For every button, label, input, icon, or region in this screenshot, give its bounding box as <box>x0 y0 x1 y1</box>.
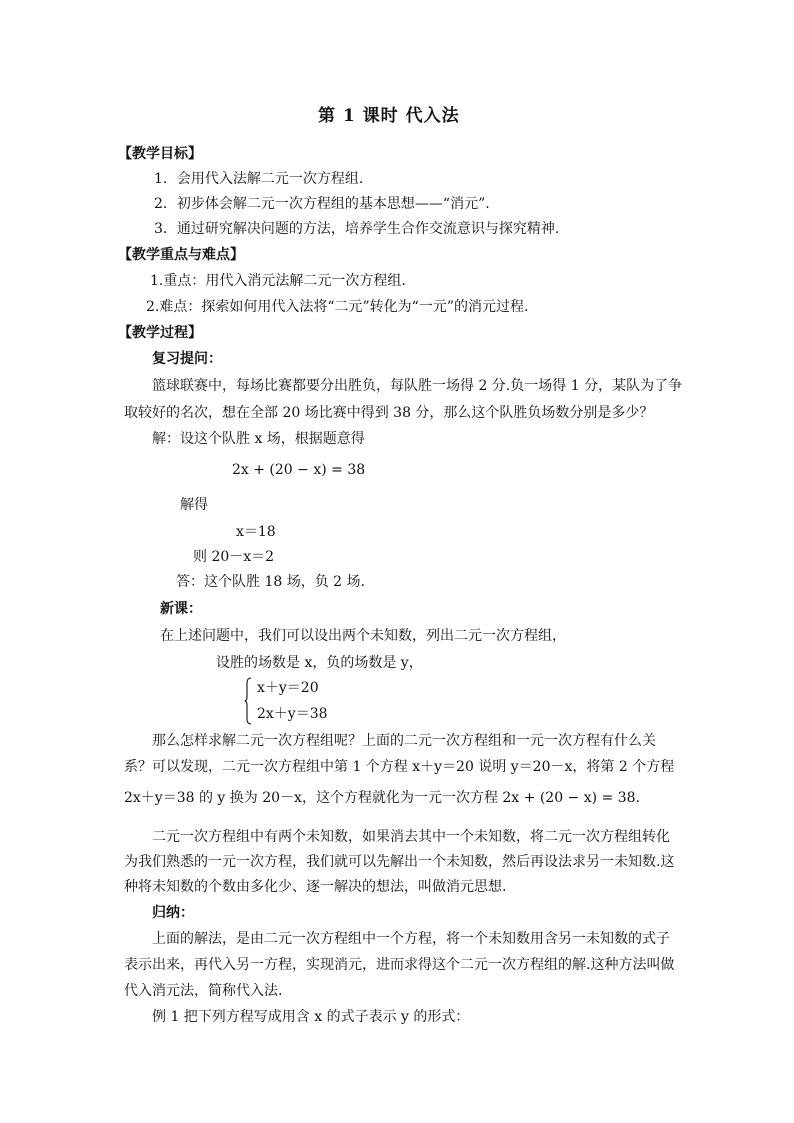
summary-line-2: 表示出来，再代入另一方程，实现消元，进而求得这个二元一次方程组的解.这种方法叫做 <box>124 957 675 973</box>
new-lesson-label: 新课： <box>160 601 202 617</box>
summary-line-1: 上面的解法，是由二元一次方程组中一个方程，将一个未知数用含另一未知数的式子 <box>152 931 670 947</box>
heading-process: 【教学过程】 <box>118 325 202 341</box>
system-equation-2: 2x＋y＝38 <box>257 706 328 722</box>
focus-item-2: 2.难点：探索如何用代入法将“二元”转化为“一元”的消元过程. <box>146 299 529 315</box>
system-equation-1: x＋y＝20 <box>257 680 319 696</box>
example-1: 例 1 把下列方程写成用含 x 的式子表示 y 的形式： <box>152 1009 470 1025</box>
new-lesson-line-2: 设胜的场数是 x，负的场数是 y， <box>216 655 423 671</box>
summary-label: 归纳： <box>152 905 194 921</box>
goal-item-1: 1．会用代入法解二元一次方程组. <box>154 171 364 187</box>
focus-item-1: 1.重点：用代入消元法解二元一次方程组. <box>150 273 406 289</box>
solution-intro: 解：设这个队胜 x 场，根据题意得 <box>152 431 365 447</box>
equation-1: 2x + (20 − x) = 38 <box>232 462 366 478</box>
problem-line-1: 篮球联赛中，每场比赛都要分出胜负，每队胜一场得 2 分.负一场得 1 分，某队为了争 <box>152 378 683 394</box>
goal-item-2: 2．初步体会解二元一次方程组的基本思想——“消元”. <box>154 196 490 212</box>
new-lesson-line-1: 在上述问题中，我们可以设出两个未知数，列出二元一次方程组， <box>160 628 566 644</box>
result-x: x＝18 <box>236 524 276 540</box>
page-title: 第 1 课时 代入法 <box>318 106 460 126</box>
answer-line: 答：这个队胜 18 场，负 2 场. <box>176 574 365 590</box>
summary-line-3: 代入消元法，简称代入法. <box>124 983 283 999</box>
para1-line-3: 2x＋y＝38 的 y 换为 20－x，这个方程就化为一元一次方程 2x + (20 − x) = 38. <box>124 790 640 806</box>
para2-line-3: 种将未知数的个数由多化少、逐一解决的想法，叫做消元思想. <box>124 879 507 895</box>
system-brace <box>244 677 252 725</box>
para2-line-2: 为我们熟悉的一元一次方程，我们就可以先解出一个未知数，然后再设法求另一未知数.这 <box>124 854 675 870</box>
result-then: 则 20－x＝2 <box>193 549 275 565</box>
heading-goals: 【教学目标】 <box>118 146 202 162</box>
para1-line-2: 系？可以发现，二元一次方程组中第 1 个方程 x＋y＝20 说明 y＝20－x，将第 2 个方程 <box>124 759 675 775</box>
para2-line-1: 二元一次方程组中有两个未知数，如果消去其中一个未知数，将二元一次方程组转化 <box>152 829 670 845</box>
solve-label: 解得 <box>180 497 208 513</box>
goal-item-3: 3．通过研究解决问题的方法，培养学生合作交流意识与探究精神. <box>154 221 560 237</box>
problem-line-2: 取较好的名次，想在全部 20 场比赛中得到 38 分，那么这个队胜负场数分别是多少？ <box>124 405 654 421</box>
heading-focus: 【教学重点与难点】 <box>118 247 244 263</box>
review-label: 复习提问： <box>152 351 222 367</box>
para1-line-1: 那么怎样求解二元一次方程组呢？上面的二元一次方程组和一元一次方程有什么关 <box>152 733 656 749</box>
